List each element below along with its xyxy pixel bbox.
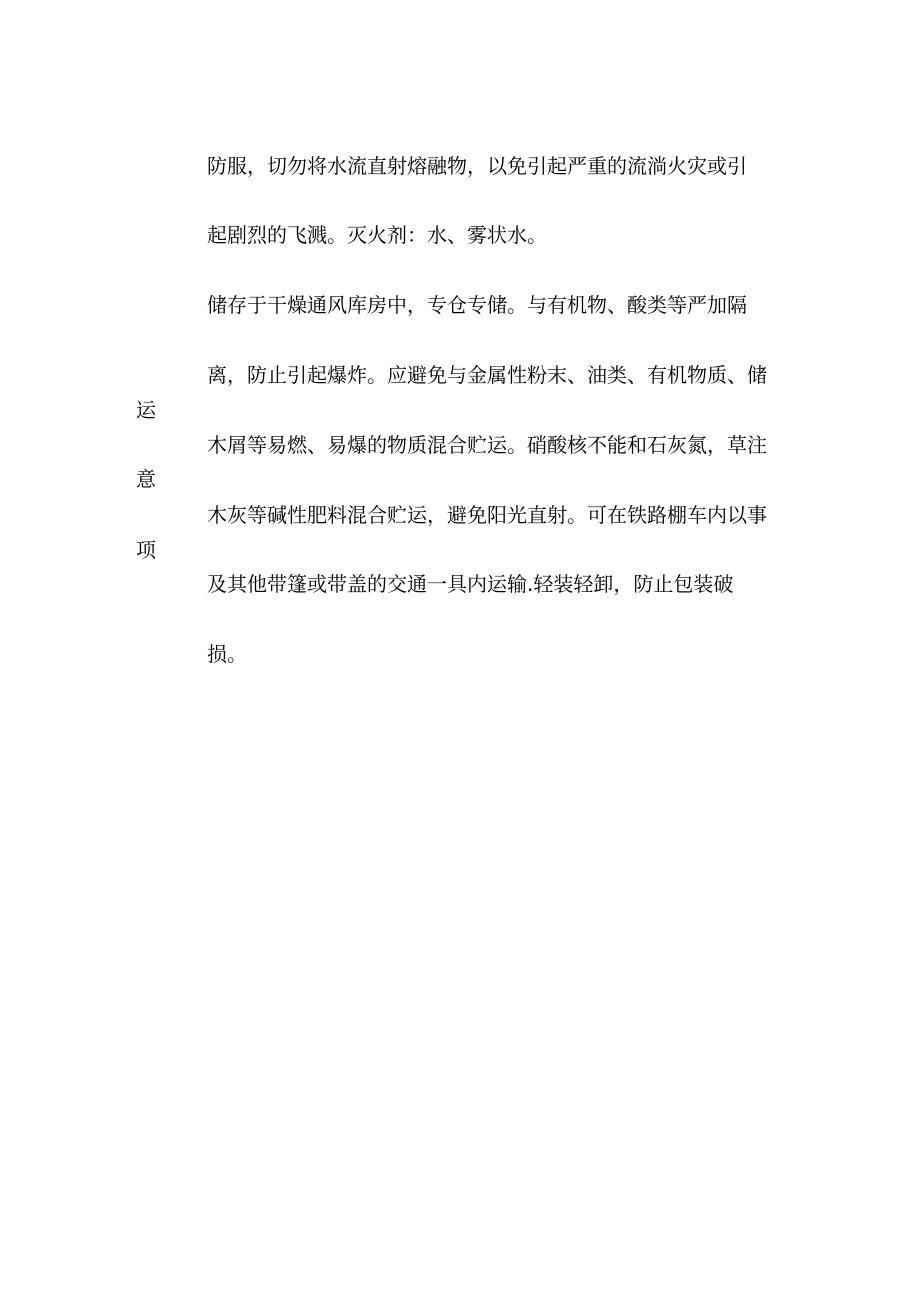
- storage-text-line-6: 损。: [207, 642, 247, 666]
- fire-text-line-2: 起剧烈的飞溅。灭火剂：水、雾状水。: [207, 223, 547, 247]
- side-label-char-3: 项: [136, 538, 156, 562]
- storage-text-line-1: 储存于干燥通风库房中，专仓专储。与有机物、酸类等严加隔: [207, 293, 747, 317]
- storage-text-line-5: 及其他带篷或带盖的交通一具内运输.轻装轻卸，防止包装破: [207, 572, 734, 596]
- side-label-char-1: 运: [136, 398, 156, 422]
- storage-text-line-2: 离，防止引起爆炸。应避免与金属性粉末、油类、有机物质、储: [207, 363, 767, 387]
- side-label-char-2: 意: [136, 467, 156, 491]
- fire-text-line-1: 防服，切勿将水流直射熔融物，以免引起严重的流淌火灾或引: [207, 154, 747, 178]
- storage-text-line-3: 木屑等易燃、易爆的物质混合贮运。硝酸核不能和石灰氮，草注: [207, 433, 767, 457]
- storage-text-line-4: 木灰等碱性肥料混合贮运，避免阳光直射。可在铁路棚车内以事: [207, 503, 767, 527]
